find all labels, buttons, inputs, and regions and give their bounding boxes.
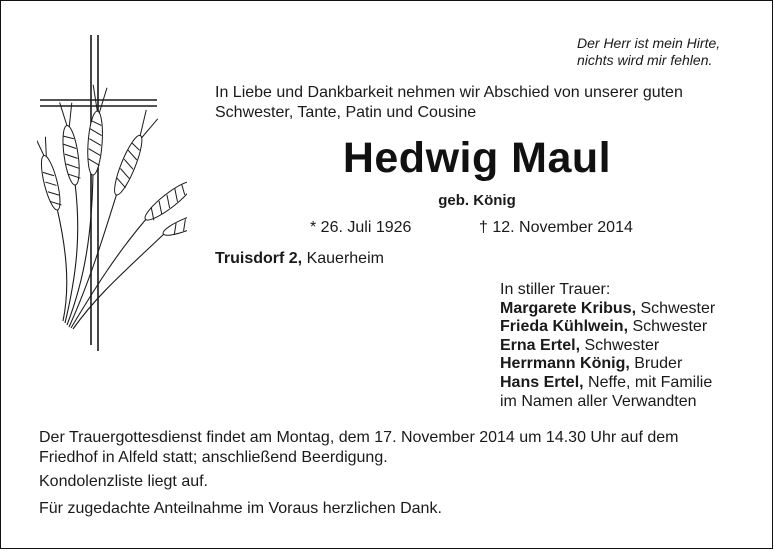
mourner-entry [500, 374, 715, 393]
mourner-relation: Schwester [628, 318, 708, 336]
mourner-name: Hans Ertel, [500, 373, 584, 391]
death-date: † 12. November 2014 [479, 219, 633, 236]
service-line: Friedhof in Alfeld statt; anschließend Beerdigung. [39, 449, 388, 466]
motto-line: nichts wird mir fehlen. [577, 52, 713, 68]
mourner-relation: Schwester [636, 299, 716, 317]
residence [215, 250, 384, 268]
thanks-note: Für zugedachte Anteilnahme im Voraus herzlichen Dank. [39, 500, 442, 517]
mourner-name: Herrmann König, [500, 355, 630, 373]
mourners-closing: im Namen aller Verwandten [500, 392, 697, 410]
service-info [39, 428, 678, 468]
condolence-note: Kondolenzliste liegt auf. [39, 473, 208, 490]
mourner-name: Erna Ertel, [500, 336, 581, 354]
mourner-entry [500, 318, 715, 337]
mourner-relation: Schwester [580, 336, 660, 354]
motto-line: Der Herr ist mein Hirte, [577, 35, 721, 51]
residence-street: Truisdorf 2, [215, 250, 303, 267]
service-line: Der Trauergottesdienst findet am Montag, dem 17. November 2014 um 14.30 Uhr auf dem [39, 429, 679, 446]
mourner-relation: Bruder [629, 355, 683, 373]
residence-town: Kauerheim [302, 250, 384, 267]
mourners-block [500, 281, 715, 411]
mourner-entry [500, 355, 715, 374]
cross-with-wheat-icon [37, 33, 187, 358]
mourner-entry [500, 337, 715, 356]
intro-line: Schwester, Tante, Patin und Cousine [215, 104, 477, 121]
intro-text [215, 83, 683, 123]
intro-line: In Liebe und Dankbarkeit nehmen wir Abschied von unserer guten [215, 84, 683, 101]
deceased-name: Hedwig Maul [342, 134, 612, 182]
mourner-relation: Neffe, mit Familie [583, 373, 713, 391]
birth-name: geb. König [438, 192, 516, 209]
mourner-entry [500, 300, 715, 319]
mourner-name: Margarete Kribus, [500, 299, 637, 317]
motto-quote [577, 35, 720, 69]
birth-date: * 26. Juli 1926 [310, 219, 412, 236]
mourner-name: Frieda Kühlwein, [500, 318, 629, 336]
mourners-heading: In stiller Trauer: [500, 281, 611, 298]
